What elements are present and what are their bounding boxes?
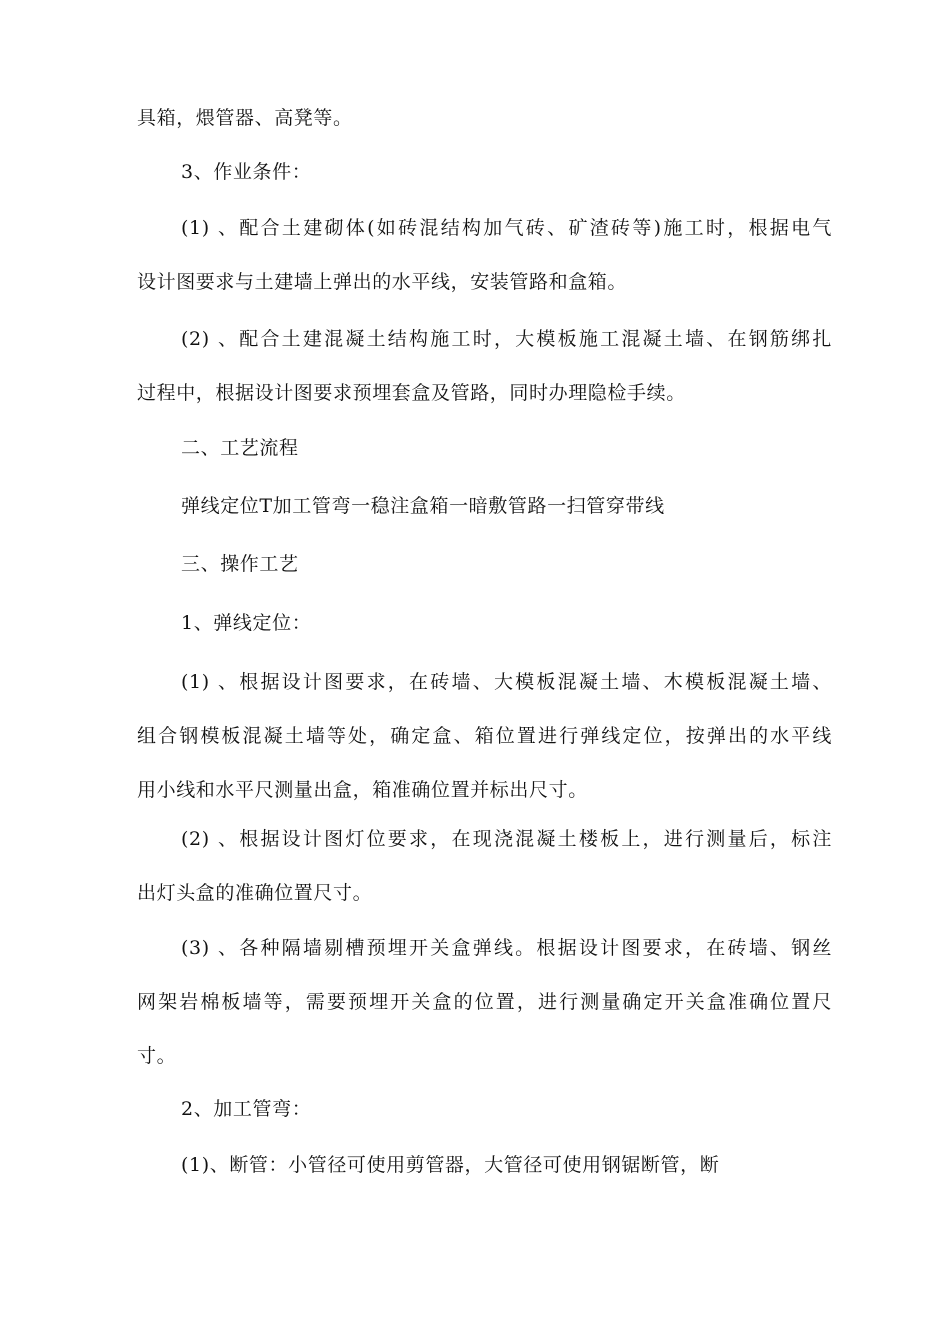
paragraph-condition-2 <box>137 312 832 420</box>
paragraph-condition-1 <box>137 201 832 309</box>
heading-line-positioning <box>137 596 832 650</box>
text-line: 过程中，根据设计图要求预埋套盒及管路，同时办理隐检手续。 <box>137 382 686 404</box>
text-line: 设计图要求与土建墙上弹出的水平线，安装管路和盒箱。 <box>137 271 628 293</box>
text-line: 2、加工管弯： <box>181 1098 312 1120</box>
text-line: (1)、断管：小管径可使用剪管器，大管径可使用钢锯断管，断 <box>181 1154 720 1176</box>
paragraph-positioning-2 <box>137 812 832 920</box>
paragraph-positioning-1 <box>137 655 832 817</box>
text-line: (2) 、配合土建混凝土结构施工时，大模板施工混凝土墙、在钢筋绑扎 <box>181 328 832 350</box>
text-line: 二、工艺流程 <box>181 437 299 459</box>
heading-pipe-bending <box>137 1082 832 1136</box>
heading-operation-process <box>137 537 832 591</box>
text-line: 弹线定位T加工管弯一稳注盒箱一暗敷管路一扫管穿带线 <box>181 495 665 517</box>
text-line: 1、弹线定位： <box>181 612 312 634</box>
text-line: (2) 、根据设计图灯位要求，在现浇混凝土楼板上，进行测量后，标注 <box>181 828 832 850</box>
text-line: 出灯头盒的准确位置尺寸。 <box>137 882 373 904</box>
heading-process-flow <box>137 421 832 475</box>
paragraph-tools-end <box>137 91 832 145</box>
text-line: 用小线和水平尺测量出盒，箱准确位置并标出尺寸。 <box>137 779 588 801</box>
paragraph-pipe-cutting <box>137 1138 832 1192</box>
heading-work-conditions <box>137 145 832 199</box>
text-line: (1) 、配合土建砌体(如砖混结构加气砖、矿渣砖等)施工时，根据电气 <box>181 217 832 239</box>
paragraph-process-flow <box>137 479 832 533</box>
text-line: 三、操作工艺 <box>181 553 299 575</box>
text-line: 组合钢模板混凝土墙等处，确定盒、箱位置进行弹线定位，按弹出的水平线 <box>137 725 832 747</box>
text-line: 具箱，煨管器、高凳等。 <box>137 107 353 129</box>
text-line: 寸。 <box>137 1045 177 1067</box>
text-line: 网架岩棉板墙等，需要预埋开关盒的位置，进行测量确定开关盒准确位置尺 <box>137 991 832 1013</box>
text-line: (3) 、各种隔墙剔槽预埋开关盒弹线。根据设计图要求，在砖墙、钢丝 <box>181 937 832 959</box>
text-line: 3、作业条件： <box>181 161 312 183</box>
paragraph-positioning-3 <box>137 921 832 1083</box>
text-line: (1) 、根据设计图要求，在砖墙、大模板混凝土墙、木模板混凝土墙、 <box>181 671 832 693</box>
